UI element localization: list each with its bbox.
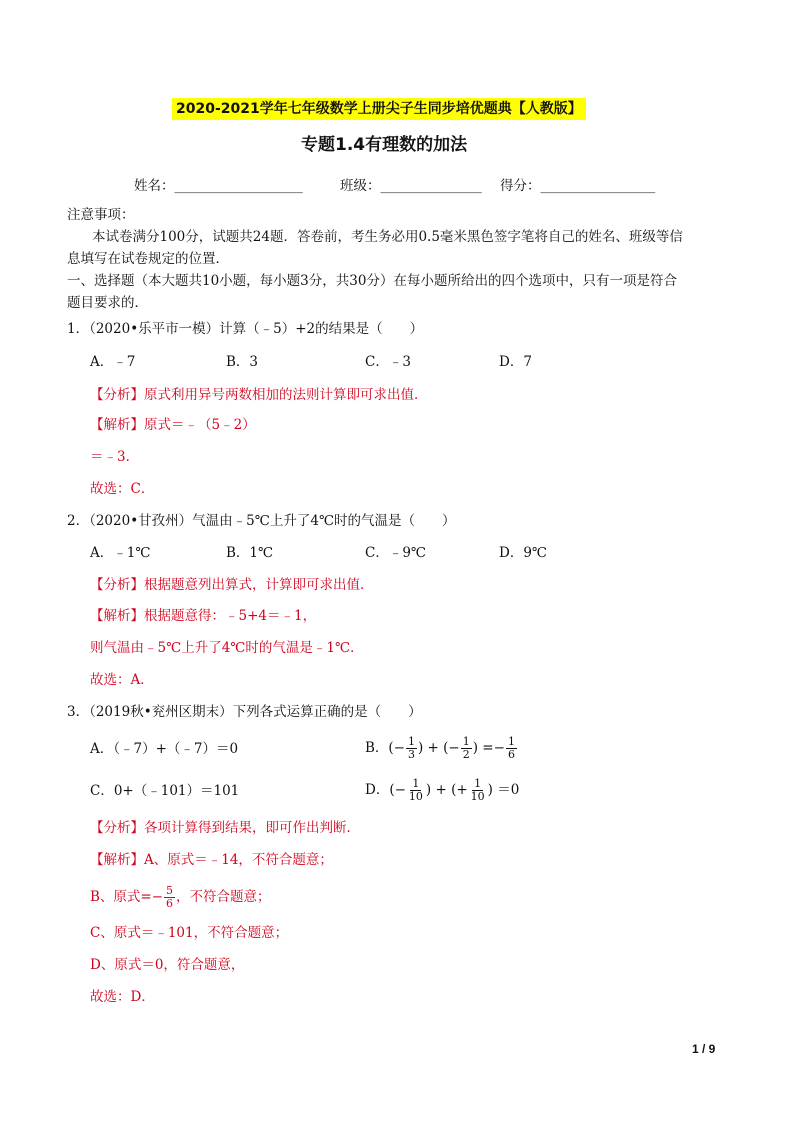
page-number: 1 / 9 xyxy=(692,1042,716,1056)
q3-solution-b-suffix: ，不符合题意； xyxy=(176,889,271,905)
fraction-numerator: 5 xyxy=(166,883,174,897)
q3-option-c: C．0+（﹣101）＝101 xyxy=(90,783,240,799)
fraction-one-half xyxy=(461,736,472,761)
q2-analysis: 【分析】根据题意列出算式，计算即可求出值． xyxy=(90,577,374,593)
fraction-five-sixths xyxy=(164,885,175,910)
q3-option-d-eq: ) ＝0 xyxy=(487,782,520,798)
fraction-denominator: 10 xyxy=(470,789,485,803)
q3-option-b-eq: ) =− xyxy=(472,740,505,756)
q3-solution-c: C、原式＝﹣101，不符合题意； xyxy=(90,925,289,941)
fraction-denominator: 10 xyxy=(408,789,423,803)
q2-solution-line-1: 【解析】根据题意得：﹣5+4＝﹣1， xyxy=(90,608,317,624)
q2-option-c: C．﹣9℃ xyxy=(365,545,427,561)
q3-option-b-mid: ) + (− xyxy=(418,740,460,756)
q2-solution-line-2: 则气温由﹣5℃上升了4℃时的气温是﹣1℃． xyxy=(90,640,364,656)
fraction-denominator: 6 xyxy=(507,747,515,761)
q1-option-a: A．﹣7 xyxy=(90,354,136,370)
q3-analysis: 【分析】各项计算得到结果，即可作出判断． xyxy=(90,820,360,836)
q2-option-a: A．﹣1℃ xyxy=(90,545,151,561)
q3-option-b xyxy=(365,731,518,765)
fraction-one-tenth xyxy=(469,778,487,803)
fraction-numerator: 1 xyxy=(462,734,470,748)
q3-option-d xyxy=(365,773,519,807)
notes-line-2: 息填写在试卷规定的位置． xyxy=(67,251,229,267)
fraction-one-sixth xyxy=(506,736,517,761)
fraction-one-third xyxy=(406,736,417,761)
fraction-numerator: 1 xyxy=(507,734,515,748)
fraction-numerator: 1 xyxy=(412,776,420,790)
q1-solution-line-2: ＝﹣3． xyxy=(90,449,140,465)
q2-option-d: D．9℃ xyxy=(499,545,548,561)
q2-answer: 故选：A． xyxy=(90,672,154,688)
q1-solution-line-1: 【解析】原式＝﹣（5﹣2） xyxy=(90,417,256,433)
notes-line-1: 本试卷满分100分，试题共24题．答卷前，考生务必用0.5毫米黑色签字笔将自己的姓名、班级等信 xyxy=(92,229,683,245)
fraction-denominator: 3 xyxy=(408,747,415,761)
question-2-stem: 2．（2020•甘孜州）气温由﹣5℃上升了4℃时的气温是（ ） xyxy=(67,513,456,529)
q3-solution-a: 【解析】A、原式＝﹣14，不符合题意； xyxy=(90,852,333,868)
q3-option-d-prefix: D．(− xyxy=(365,782,406,798)
section-heading-line-1: 一、选择题（本大题共10小题，每小题3分，共30分）在每小题所给出的四个选项中，只有一项是符合 xyxy=(67,273,677,289)
q2-option-b: B．1℃ xyxy=(226,545,274,561)
fraction-numerator: 1 xyxy=(408,734,415,748)
q3-answer: 故选：D． xyxy=(90,989,155,1005)
q1-analysis: 【分析】原式利用异号两数相加的法则计算即可求出值． xyxy=(90,387,428,403)
section-heading-line-2: 题目要求的． xyxy=(67,295,148,311)
question-1-stem: 1．（2020•乐平市一模）计算（﹣5）+2的结果是（ ） xyxy=(67,321,424,337)
series-title: 2020-2021学年七年级数学上册尖子生同步培优题典【人教版】 xyxy=(172,98,586,120)
fraction-denominator: 2 xyxy=(462,747,470,761)
q3-option-a: A．（﹣7）+（﹣7）＝0 xyxy=(90,741,239,757)
q1-option-b: B．3 xyxy=(226,354,259,370)
q3-solution-b xyxy=(90,880,271,914)
fraction-one-tenth xyxy=(407,778,425,803)
notes-heading: 注意事项： xyxy=(67,207,135,223)
class-field-label: 班级：_______________ xyxy=(340,178,482,194)
q1-option-d: D．7 xyxy=(499,354,532,370)
q3-option-b-prefix: B．(− xyxy=(365,740,405,756)
q3-option-d-mid: ) + (+ xyxy=(425,782,468,798)
fraction-numerator: 1 xyxy=(474,776,482,790)
fraction-denominator: 6 xyxy=(166,896,174,910)
name-field-label: 姓名：___________________ xyxy=(134,178,303,194)
q3-solution-b-prefix: B、原式=− xyxy=(90,889,164,905)
q1-option-c: C．﹣3 xyxy=(365,354,411,370)
q3-solution-d: D、原式＝0，符合题意， xyxy=(90,957,245,973)
score-field-label: 得分：_________________ xyxy=(500,178,656,194)
question-3-stem: 3．（2019秋•兖州区期末）下列各式运算正确的是（ ） xyxy=(67,704,422,720)
topic-title: 专题1.4有理数的加法 xyxy=(301,135,468,155)
q1-answer: 故选：C． xyxy=(90,481,155,497)
